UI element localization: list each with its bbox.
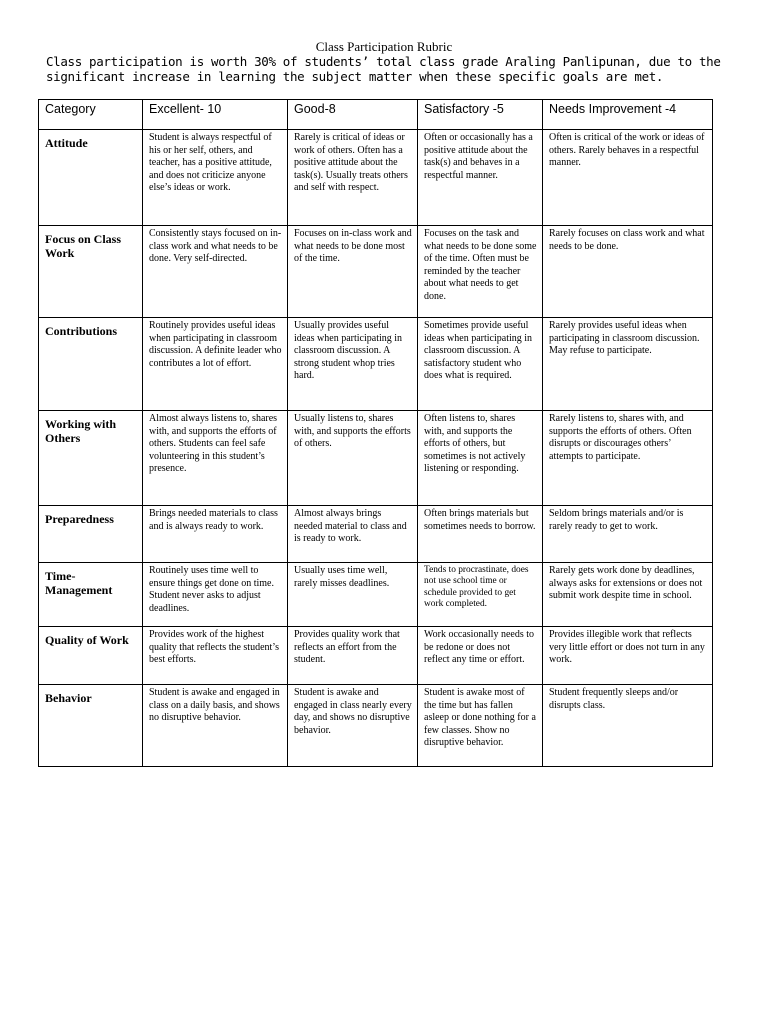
satisfactory-cell: Tends to procrastinate, does not use school time or schedule provided to get work completed.: [418, 563, 543, 627]
needs-improvement-cell: Provides illegible work that reflects very little effort or does not turn in any work.: [543, 627, 713, 685]
good-cell: Almost always brings needed material to class and is ready to work.: [288, 506, 418, 563]
needs-improvement-cell: Often is critical of the work or ideas of others. Rarely behaves in a respectful manner.: [543, 130, 713, 226]
table-row: [39, 563, 713, 627]
satisfactory-cell: Often listens to, shares with, and supports the efforts of others, but sometimes is not actively listening or responding.: [418, 411, 543, 506]
satisfactory-cell: Focuses on the task and what needs to be done some of the time. Often must be reminded by the teacher about what needs to get done.: [418, 226, 543, 318]
header-category: Category: [39, 100, 143, 130]
good-cell: Usually provides useful ideas when participating in classroom discussion. A strong student whop tries hard.: [288, 318, 418, 411]
good-cell: Usually uses time well, rarely misses deadlines.: [288, 563, 418, 627]
category-cell: Behavior: [39, 685, 143, 767]
category-cell: Focus on Class Work: [39, 226, 143, 318]
satisfactory-cell: Often or occasionally has a positive attitude about the task(s) and behaves in a respectful manner.: [418, 130, 543, 226]
category-cell: Working with Others: [39, 411, 143, 506]
table-row: [39, 226, 713, 318]
needs-improvement-cell: Student frequently sleeps and/or disrupts class.: [543, 685, 713, 767]
category-cell: Quality of Work: [39, 627, 143, 685]
rubric-table: [38, 99, 713, 767]
category-cell: Contributions: [39, 318, 143, 411]
needs-improvement-cell: Rarely focuses on class work and what needs to be done.: [543, 226, 713, 318]
satisfactory-cell: Student is awake most of the time but has fallen asleep or done nothing for a few classes. Show no disruptive behavior.: [418, 685, 543, 767]
excellent-cell: Consistently stays focused on in-class work and what needs to be done. Very self-directed.: [143, 226, 288, 318]
satisfactory-cell: Work occasionally needs to be redone or does not reflect any time or effort.: [418, 627, 543, 685]
table-row: [39, 627, 713, 685]
intro-paragraph: Class participation is worth 30% of students’ total class grade Araling Panlipunan, due to the significant increase in learning the subject matter when these specific goals are met.: [46, 54, 721, 84]
excellent-cell: Routinely provides useful ideas when participating in classroom discussion. A definite leader who contributes a lot of effort.: [143, 318, 288, 411]
table-row: [39, 411, 713, 506]
excellent-cell: Almost always listens to, shares with, and supports the efforts of others. Students can feel safe volunteering in this student’s presence.: [143, 411, 288, 506]
table-row: [39, 506, 713, 563]
excellent-cell: Student is always respectful of his or her self, others, and teacher, has a positive attitude, and does not criticize anyone else’s ideas or work.: [143, 130, 288, 226]
document-title: Class Participation Rubric: [315, 39, 453, 54]
needs-improvement-cell: Rarely provides useful ideas when participating in classroom discussion. May refuse to participate.: [543, 318, 713, 411]
excellent-cell: Student is awake and engaged in class on a daily basis, and shows no disruptive behavior.: [143, 685, 288, 767]
excellent-cell: Provides work of the highest quality that reflects the student’s best efforts.: [143, 627, 288, 685]
table-row: [39, 685, 713, 767]
needs-improvement-cell: Rarely listens to, shares with, and supports the efforts of others. Often disrupts or discourages others’ attempts to participate.: [543, 411, 713, 506]
table-row: [39, 318, 713, 411]
header-good: Good-8: [288, 100, 418, 130]
header-excellent: Excellent- 10: [143, 100, 288, 130]
excellent-cell: Routinely uses time well to ensure things get done on time. Student never asks to adjust deadlines.: [143, 563, 288, 627]
satisfactory-cell: Sometimes provide useful ideas when participating in classroom discussion. A satisfactory student who does what is required.: [418, 318, 543, 411]
category-cell: Time-Management: [39, 563, 143, 627]
table-row: [39, 130, 713, 226]
needs-improvement-cell: Seldom brings materials and/or is rarely ready to get to work.: [543, 506, 713, 563]
good-cell: Rarely is critical of ideas or work of others. Often has a positive attitude about the task(s). Usually treats others and self with respect.: [288, 130, 418, 226]
header-needs-improvement: Needs Improvement -4: [543, 100, 713, 130]
good-cell: Focuses on in-class work and what needs to be done most of the time.: [288, 226, 418, 318]
category-cell: Attitude: [39, 130, 143, 226]
header-satisfactory: Satisfactory -5: [418, 100, 543, 130]
good-cell: Usually listens to, shares with, and supports the efforts of others.: [288, 411, 418, 506]
good-cell: Provides quality work that reflects an effort from the student.: [288, 627, 418, 685]
needs-improvement-cell: Rarely gets work done by deadlines, always asks for extensions or does not submit work despite time in school.: [543, 563, 713, 627]
good-cell: Student is awake and engaged in class nearly every day, and shows no disruptive behavior.: [288, 685, 418, 767]
excellent-cell: Brings needed materials to class and is always ready to work.: [143, 506, 288, 563]
category-cell: Preparedness: [39, 506, 143, 563]
table-header-row: [39, 100, 713, 130]
satisfactory-cell: Often brings materials but sometimes needs to borrow.: [418, 506, 543, 563]
